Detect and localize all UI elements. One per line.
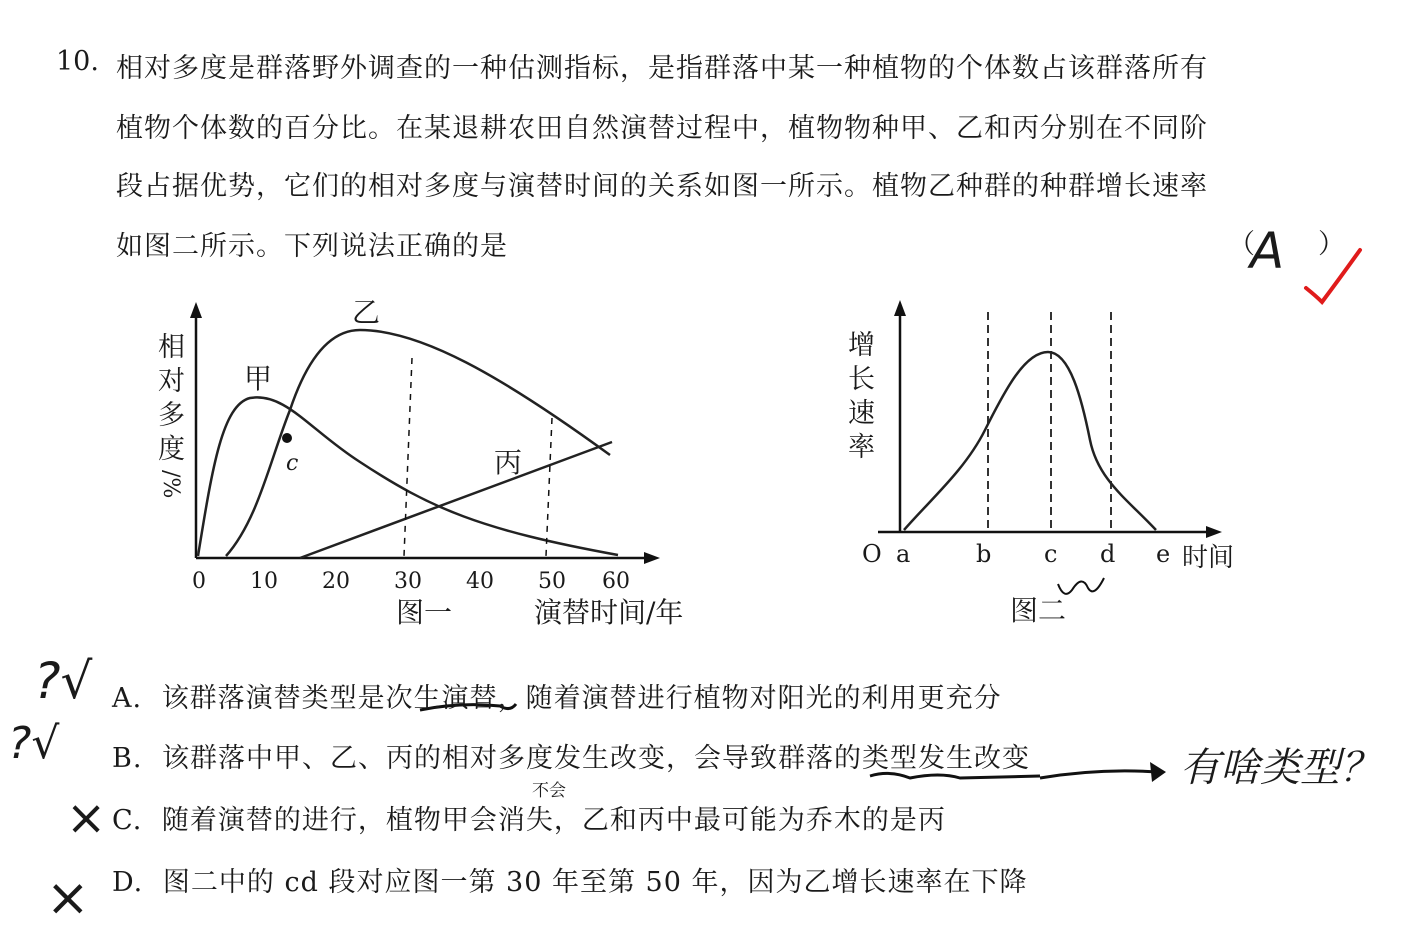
fig2-x-arrow [1206, 526, 1222, 538]
mark-option-b: ?√ [8, 718, 60, 769]
answer-bracket-left: （ [1228, 229, 1256, 260]
handwritten-answer: A [1250, 222, 1285, 280]
fig2-ylabel-3: 率 [848, 432, 875, 463]
fig2-ylabel-1: 长 [848, 364, 875, 395]
fig1-ylabel-0: 相 [158, 332, 185, 363]
mark-option-c: × [66, 790, 107, 846]
question-line-4: 如图二所示。下列说法正确的是 [116, 231, 508, 262]
fig2-ylabel-0: 增 [848, 330, 875, 361]
fig1-xtick-1: 10 [250, 569, 278, 594]
point-c [282, 433, 292, 443]
label-yi: 乙 [352, 296, 381, 329]
fig2-caption: 图二 [1010, 594, 1067, 627]
fig2-origin: O [862, 540, 882, 568]
fig2-y-arrow [894, 300, 906, 316]
question-number: 10. [56, 46, 99, 77]
red-check-icon [1306, 250, 1360, 302]
point-c-label: c [286, 451, 299, 476]
arrow-option-b [1040, 771, 1158, 778]
fig1-xtick-3: 30 [394, 569, 422, 594]
question-line-3: 段占据优势，它们的相对多度与演替时间的关系如图一所示。植物乙种群的种群增长速率 [116, 171, 1208, 202]
curve-yi [226, 330, 610, 556]
fig1-xtick-6: 60 [602, 569, 630, 594]
curve-jia [198, 397, 618, 556]
question-line-1: 相对多度是群落野外调查的一种估测指标，是指群落中某一种植物的个体数占该群落所有 [116, 53, 1208, 84]
answer-bracket-right: ） [1318, 229, 1346, 260]
fig1-xtick-5: 50 [538, 569, 566, 594]
fig1-ylabel-3: 度 [158, 434, 185, 465]
option-d[interactable]: D. 图二中的 cd 段对应图一第 30 年至第 50 年，因为乙增长速率在下降 [112, 867, 1028, 898]
fig2-xlabel: 时间 [1182, 543, 1235, 573]
figure2-chart [848, 300, 1234, 627]
fig2-xtick-c: c [1044, 540, 1058, 568]
option-b[interactable]: B. 该群落中甲、乙、丙的相对多度发生改变，会导致群落的类型发生改变 [112, 743, 1031, 774]
fig1-xtick-2: 20 [322, 569, 350, 594]
fig1-y-arrow [190, 302, 202, 318]
fig1-x-arrow [644, 552, 660, 564]
question-line-2: 植物个体数的百分比。在某退耕农田自然演替过程中，植物物种甲、乙和丙分别在不同阶 [116, 113, 1208, 144]
fig1-xlabel: 演替时间/年 [534, 596, 684, 629]
curve-growth-rate [904, 352, 1156, 530]
fig1-ylabel-2: 多 [158, 400, 185, 431]
fig1-ylabel-4: /% [158, 470, 183, 499]
fig2-xtick-e: e [1156, 540, 1171, 568]
label-jia: 甲 [244, 362, 273, 395]
arrow-head-icon [1150, 762, 1166, 782]
fig1-caption: 图一 [396, 596, 453, 629]
fig2-ylabel-2: 速 [848, 398, 875, 429]
dash-30 [404, 358, 412, 556]
curve-bing [300, 442, 612, 558]
note-option-c: 不会 [532, 781, 566, 801]
fig1-xtick-4: 40 [466, 569, 494, 594]
mark-option-a: ?√ [34, 652, 93, 710]
dash-50 [546, 418, 552, 556]
option-c[interactable]: C. 随着演替的进行，植物甲会消失，乙和丙中最可能为乔木的是丙 [112, 805, 946, 836]
fig1-ylabel-1: 对 [158, 366, 185, 397]
squiggle-cd [1058, 578, 1104, 594]
option-a[interactable]: A. 该群落演替类型是次生演替，随着演替进行植物对阳光的利用更充分 [112, 683, 1002, 714]
fig2-xtick-b: b [976, 540, 992, 568]
fig2-xtick-d: d [1100, 540, 1116, 568]
fig2-xtick-a: a [896, 540, 911, 568]
label-bing: 丙 [494, 446, 523, 479]
figure1-chart [158, 296, 683, 629]
fig1-xtick-0: 0 [192, 569, 206, 594]
note-option-b: 有啥类型？ [1180, 745, 1380, 791]
mark-option-d: × [46, 868, 90, 928]
